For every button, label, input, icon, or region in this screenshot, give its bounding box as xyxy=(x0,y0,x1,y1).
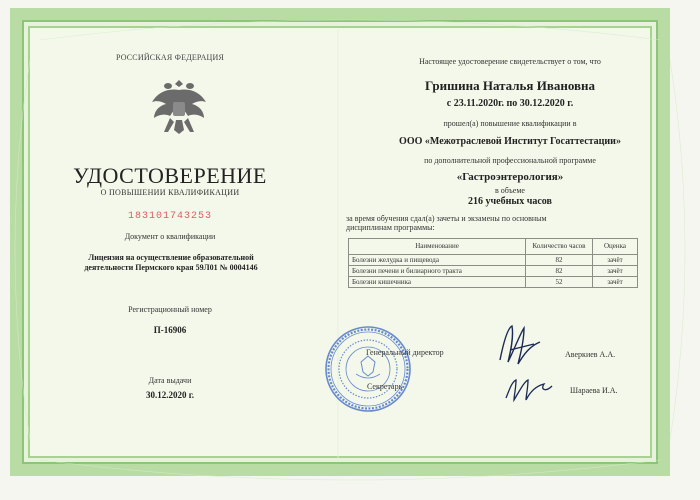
disciplines-table xyxy=(348,238,638,288)
holder-name: Гришина Наталья Ивановна xyxy=(424,78,596,93)
discipline-name: Болезни желудка и пищевода xyxy=(349,255,526,266)
registration-number: П-16906 xyxy=(153,325,187,335)
header-discipline: Наименование xyxy=(349,239,526,255)
discipline-name: Болезни печени и билиарного тракта xyxy=(349,266,526,277)
header-grade: Оценка xyxy=(593,239,638,255)
issue-date: 30.12.2020 г. xyxy=(145,390,195,400)
director-name: Аверкиев А.А. xyxy=(565,350,616,359)
table-row xyxy=(349,255,638,266)
document-type-label: Документ о квалификации xyxy=(124,232,216,241)
course-hours: 216 учебных часов xyxy=(468,196,552,207)
registration-number-label: Регистрационный номер xyxy=(128,305,212,314)
license-info xyxy=(60,253,282,273)
table-row xyxy=(349,266,638,277)
double-headed-eagle-emblem-icon xyxy=(148,72,210,142)
discipline-grade: зачёт xyxy=(593,277,638,288)
certificate-title: УДОСТОВЕРЕНИЕ xyxy=(73,163,267,188)
round-stamp-icon xyxy=(323,324,413,414)
license-line-2: деятельности Пермского края 59Л01 № 0004146 xyxy=(84,263,258,272)
discipline-hours: 82 xyxy=(526,255,593,266)
organization-name: ООО «Межотраслевой Институт Госаттестации» xyxy=(399,136,621,147)
exams-line-2: дисциплинам программы: xyxy=(346,223,435,232)
secretary-name: Шараева И.А. xyxy=(570,386,618,395)
discipline-hours: 52 xyxy=(526,277,593,288)
discipline-name: Болезни кишечника xyxy=(349,277,526,288)
secretary-label: Секретарь xyxy=(367,382,403,391)
volume-label: в объеме xyxy=(495,186,525,195)
training-period: с 23.11.2020г. по 30.12.2020 г. xyxy=(446,98,574,109)
exams-line-1: за время обучения сдал(а) зачеты и экзамены по основным xyxy=(346,214,547,223)
discipline-hours: 82 xyxy=(526,266,593,277)
certifies-text: Настоящее удостоверение свидетельствует о том, что xyxy=(419,57,601,66)
issue-date-label: Дата выдачи xyxy=(148,376,192,385)
table-header-row xyxy=(349,239,638,255)
table-row xyxy=(349,277,638,288)
secretary-signature-icon xyxy=(500,368,560,408)
license-line-1: Лицензия на осуществление образовательной xyxy=(88,253,254,262)
director-signature-icon xyxy=(490,320,550,370)
certificate-number: 183101743253 xyxy=(127,211,212,222)
discipline-grade: зачёт xyxy=(593,255,638,266)
exams-text xyxy=(346,214,646,232)
certificate-subtitle: О ПОВЫШЕНИИ КВАЛИФИКАЦИИ xyxy=(100,188,240,197)
program-label: по дополнительной профессиональной программе xyxy=(424,156,596,165)
passed-training-text: прошел(а) повышение квалификации в xyxy=(443,119,577,128)
header-hours: Количество часов xyxy=(526,239,593,255)
country-name: РОССИЙСКАЯ ФЕДЕРАЦИЯ xyxy=(115,53,225,62)
director-label: Генеральный директор xyxy=(366,348,444,357)
discipline-grade: зачёт xyxy=(593,266,638,277)
course-name: «Гастроэнтерология» xyxy=(456,171,564,183)
